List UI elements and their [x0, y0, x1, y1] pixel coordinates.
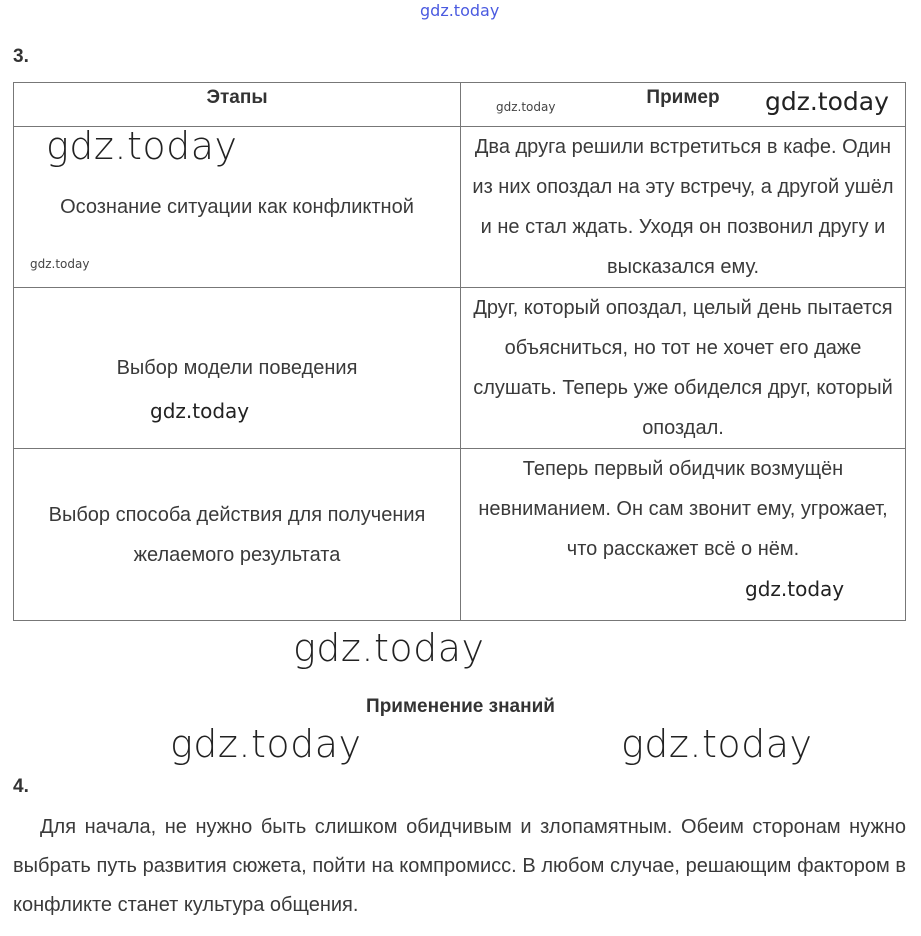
watermark: gdz.today — [293, 626, 485, 670]
watermark: gdz.today — [745, 577, 845, 601]
column-header-example: Пример — [461, 83, 906, 127]
example-cell: Два друга решили встретиться в кафе. Один из них опоздал на эту встречу, а другой ушёл и не стал ждать. Уходя он позвонил другу и высказался ему. — [461, 127, 906, 288]
watermark: gdz.today — [30, 257, 90, 271]
task-3-number: 3. — [13, 46, 29, 67]
section-heading: Применение знаний — [366, 696, 555, 717]
stage-cell: Осознание ситуации как конфликтной — [14, 127, 461, 288]
watermark: gdz.today — [170, 722, 362, 766]
column-header-stages: Этапы — [14, 83, 461, 127]
stage-cell: Выбор модели поведения — [14, 288, 461, 449]
task-4-number: 4. — [13, 776, 29, 797]
watermark: gdz.today — [150, 399, 250, 423]
task-4-answer: Для начала, не нужно быть слишком обидчивым и злопамятным. Обеим сторонам нужно выбрать путь развития сюжета, пойти на компромисс. В любом случае, решающим фактором в конфликте станет культура общения. — [13, 816, 906, 916]
stage-cell: Выбор способа действия для получения желаемого результата — [14, 449, 461, 621]
watermark: gdz.today — [496, 100, 556, 114]
watermark: gdz.today — [46, 124, 238, 168]
table-row — [14, 288, 906, 449]
example-cell: Теперь первый обидчик возмущён невниманием. Он сам звонит ему, угрожает, что расскажет всё о нём. — [461, 449, 906, 621]
watermark: gdz.today — [765, 87, 889, 116]
watermark: gdz.today — [621, 722, 813, 766]
watermark: gdz.today — [420, 1, 500, 20]
example-cell: Друг, который опоздал, целый день пытается объясниться, но тот не хочет его даже слушать. Теперь уже обиделся друг, который опоздал. — [461, 288, 906, 449]
